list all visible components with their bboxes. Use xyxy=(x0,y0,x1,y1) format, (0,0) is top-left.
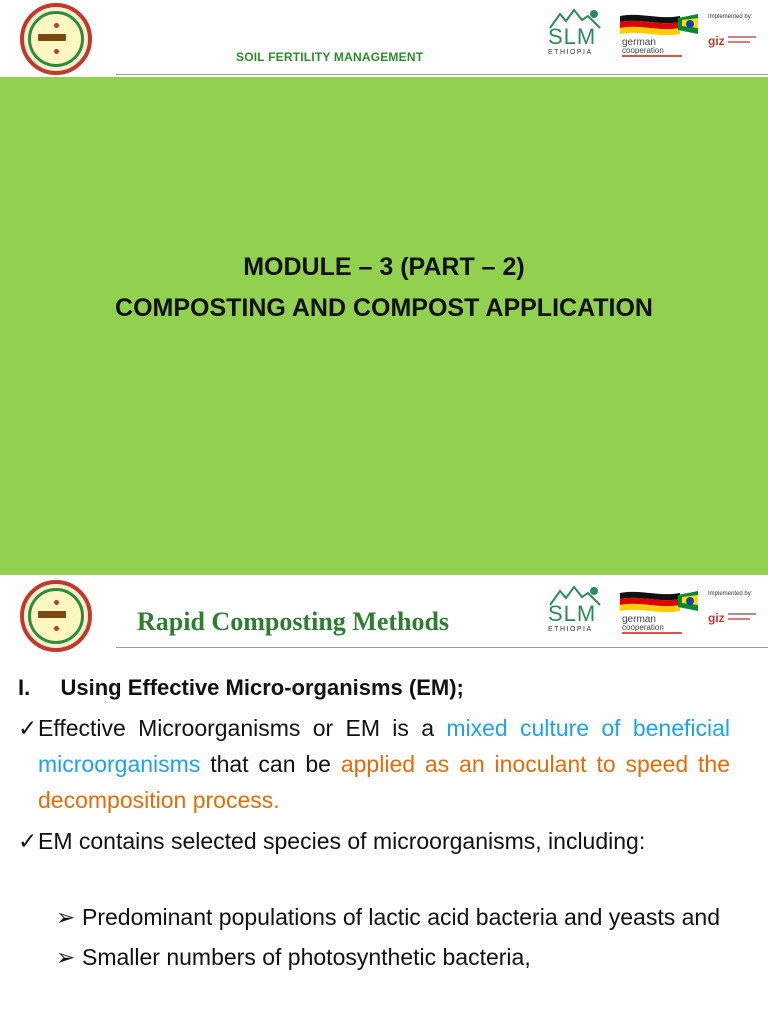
slm-ethiopia-logo xyxy=(544,585,606,637)
ministry-of-agriculture-logo xyxy=(20,580,92,652)
giz-logo xyxy=(708,14,764,56)
title-banner xyxy=(0,77,768,575)
german-cooperation-logo xyxy=(620,12,702,62)
section-number: I. xyxy=(18,675,31,700)
arrow-bullet-icon: ➢ xyxy=(56,944,76,970)
giz-logo xyxy=(708,591,764,633)
implemented-by-text: Implemented by: xyxy=(708,14,753,20)
slide-title: Rapid Composting Methods xyxy=(137,607,450,636)
check-icon: ✓ xyxy=(18,828,38,854)
highlight-mixed-culture: mixed culture of beneficial microorganisms xyxy=(38,715,731,777)
paragraph-em-contents: ✓ EM contains selected species of microorganisms, including: xyxy=(18,823,730,859)
ethiopia-text: ETHIOPIA xyxy=(548,49,593,56)
implemented-by-text: Implemented by: xyxy=(708,591,753,597)
bullet-list xyxy=(18,899,730,975)
slm-text: SLM xyxy=(548,601,597,626)
giz-text: giz xyxy=(708,34,725,48)
list-item: ➢ Predominant populations of lactic acid bacteria and yeasts and xyxy=(56,899,730,935)
check-icon: ✓ xyxy=(18,715,38,741)
highlight-inoculant: applied as an inoculant to speed the decomposition process. xyxy=(38,751,731,813)
section-heading xyxy=(18,670,730,706)
arrow-bullet-icon: ➢ xyxy=(56,904,76,930)
paragraph-em-definition: ✓ Effective Microorganisms or EM is a mixed culture of beneficial microorganisms that can be applied as an inoculant to speed the decomposition process. xyxy=(18,710,730,818)
header-divider xyxy=(116,647,768,648)
slide-2 xyxy=(0,575,768,1024)
module-number: MODULE – 3 (PART – 2) xyxy=(243,253,525,281)
module-title: COMPOSTING AND COMPOST APPLICATION xyxy=(115,294,653,322)
ethiopia-text: ETHIOPIA xyxy=(548,626,593,633)
cooperation-text: cooperation xyxy=(622,623,664,632)
german-cooperation-logo xyxy=(620,589,702,639)
ministry-of-agriculture-logo xyxy=(20,3,92,75)
slm-ethiopia-logo xyxy=(544,8,606,60)
german-text: german xyxy=(622,37,656,48)
german-text: german xyxy=(622,614,656,625)
list-item: ➢ Smaller numbers of photosynthetic bacteria, xyxy=(56,939,730,975)
header-divider xyxy=(116,74,768,75)
slm-text: SLM xyxy=(548,24,597,49)
section-heading-text: Using Effective Micro-organisms (EM); xyxy=(60,675,464,700)
giz-text: giz xyxy=(708,611,725,625)
header-title: SOIL FERTILITY MANAGEMENT xyxy=(236,50,424,64)
cooperation-text: cooperation xyxy=(622,46,664,55)
